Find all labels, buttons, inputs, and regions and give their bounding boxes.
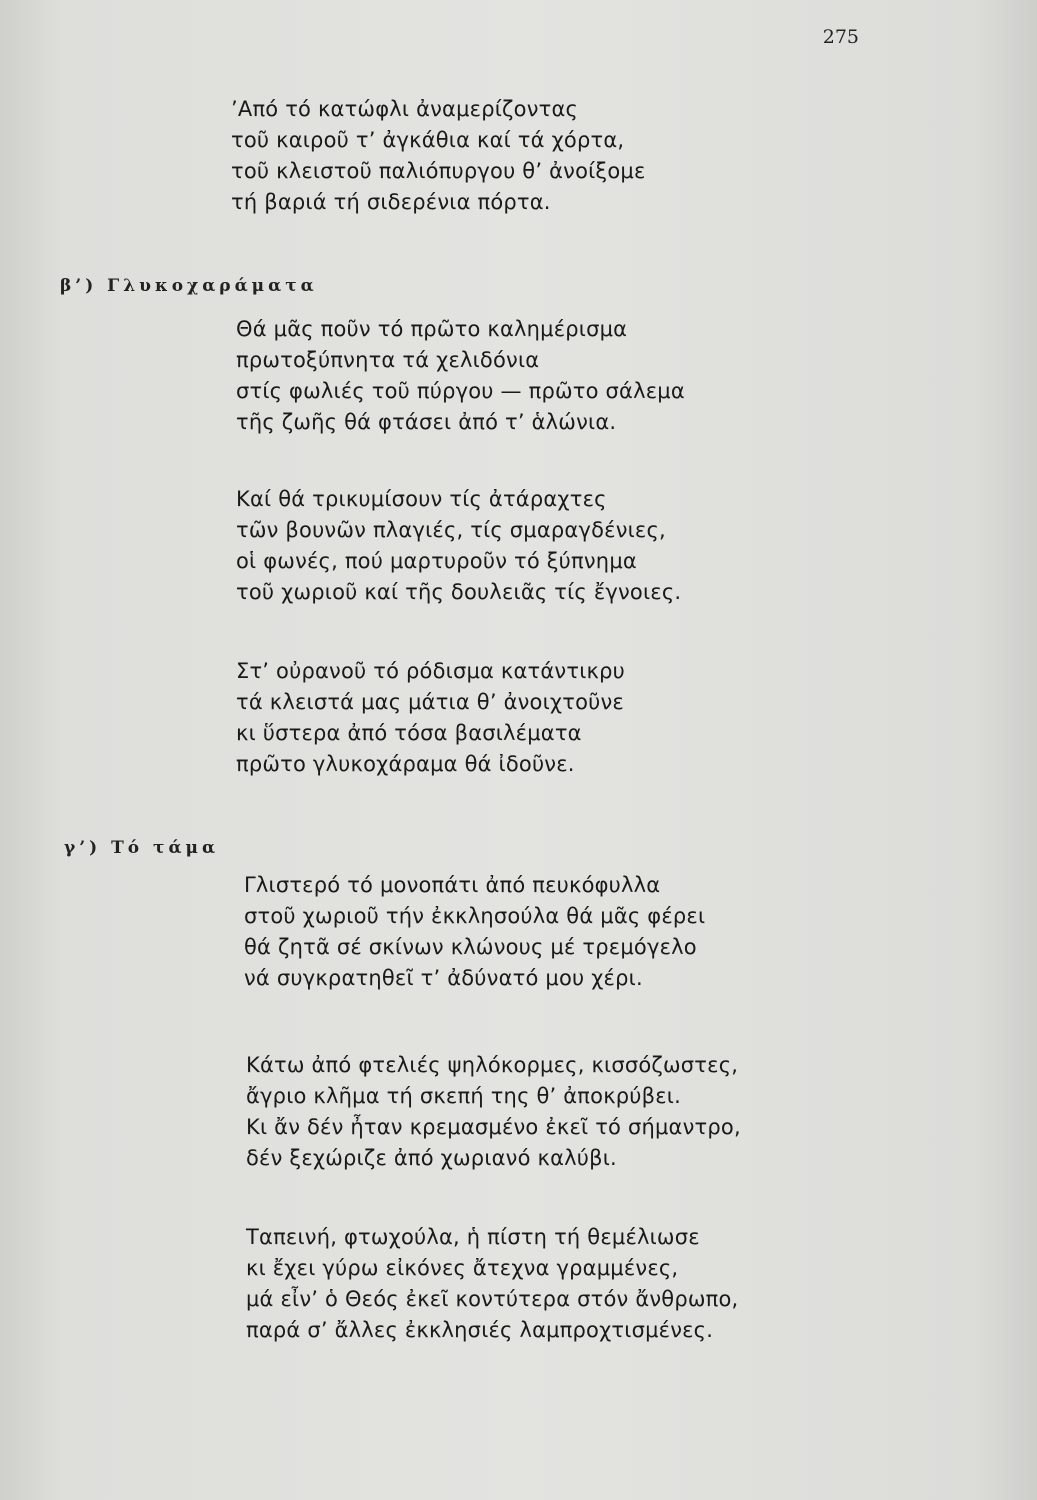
poem-line: δέν ξεχώριζε ἀπό χωριανό καλύβι. xyxy=(246,1146,617,1170)
intro-stanza xyxy=(231,94,646,218)
page-number: 275 xyxy=(822,26,859,48)
poem-line: κι ἔχει γύρω εἰκόνες ἄτεχνα γραμμένες, xyxy=(246,1256,679,1280)
poem-line: πρῶτο γλυκοχάραμα θά ἰδοῦνε. xyxy=(236,752,575,776)
poem-line: Καί θά τρικυμίσουν τίς ἀτάραχτες xyxy=(236,487,607,511)
poem-line: τῆς ζωῆς θά φτάσει ἀπό τ’ ἁλώνια. xyxy=(236,410,617,434)
poem-line: παρά σ’ ἄλλες ἐκκλησιές λαμπροχτισμένες. xyxy=(246,1318,714,1342)
section-b-stanza-3 xyxy=(236,656,625,780)
poem-line: Στ’ οὐρανοῦ τό ρόδισμα κατάντικρυ xyxy=(236,659,625,683)
section-c-stanza-2 xyxy=(246,1050,741,1174)
poem-line: μά εἶν’ ὁ Θεός ἐκεῖ κοντύτερα στόν ἄνθρωπο, xyxy=(246,1287,739,1311)
poem-line: Ταπεινή, φτωχούλα, ἡ πίστη τή θεμέλιωσε xyxy=(246,1225,700,1249)
section-c-stanza-1 xyxy=(244,870,705,994)
poem-line: τά κλειστά μας μάτια θ’ ἀνοιχτοῦνε xyxy=(236,690,624,714)
section-c-stanza-3 xyxy=(246,1222,738,1346)
section-b-stanza-1 xyxy=(236,314,685,438)
poem-line: Κάτω ἀπό φτελιές ψηλόκορμες, κισσόζωστες, xyxy=(246,1053,739,1077)
poem-line: Θά μᾶς ποῦν τό πρῶτο καλημέρισμα xyxy=(236,317,628,341)
poem-line: κι ὕστερα ἀπό τόσα βασιλέματα xyxy=(236,721,582,745)
poem-line: θά ζητᾶ σέ σκίνων κλώνους μέ τρεμόγελο xyxy=(244,935,697,959)
poem-line: τοῦ καιροῦ τ’ ἀγκάθια καί τά χόρτα, xyxy=(231,128,625,152)
section-heading-c: γ’) Τό τάμα xyxy=(64,838,220,858)
section-b-stanza-2 xyxy=(236,484,681,608)
poem-line: στοῦ χωριοῦ τήν ἐκκλησούλα θά μᾶς φέρει xyxy=(244,904,706,928)
poem-line: τοῦ κλειστοῦ παλιόπυργου θ’ ἀνοίξομε xyxy=(231,159,646,183)
poem-line: Γλιστερό τό μονοπάτι ἀπό πευκόφυλλα xyxy=(244,873,661,897)
section-heading-b: β’) Γλυκοχαράματα xyxy=(60,276,318,296)
poem-line: στίς φωλιές τοῦ πύργου — πρῶτο σάλεμα xyxy=(236,379,685,403)
poem-line: ’Από τό κατώφλι ἀναμερίζοντας xyxy=(231,97,579,121)
poem-line: τῶν βουνῶν πλαγιές, τίς σμαραγδένιες, xyxy=(236,518,666,542)
poem-line: ἄγριο κλῆμα τή σκεπή της θ’ ἀποκρύβει. xyxy=(246,1084,681,1108)
poem-line: πρωτοξύπνητα τά χελιδόνια xyxy=(236,348,540,372)
poem-line: οἱ φωνές, πού μαρτυροῦν τό ξύπνημα xyxy=(236,549,637,573)
poem-line: τή βαριά τή σιδερένια πόρτα. xyxy=(231,190,551,214)
poem-line: τοῦ χωριοῦ καί τῆς δουλειᾶς τίς ἔγνοιες. xyxy=(236,580,682,604)
poem-line: νά συγκρατηθεῖ τ’ ἀδύνατό μου χέρι. xyxy=(244,966,643,990)
poem-line: Κι ἄν δέν ἦταν κρεμασμένο ἐκεῖ τό σήμαντρο, xyxy=(246,1115,741,1139)
